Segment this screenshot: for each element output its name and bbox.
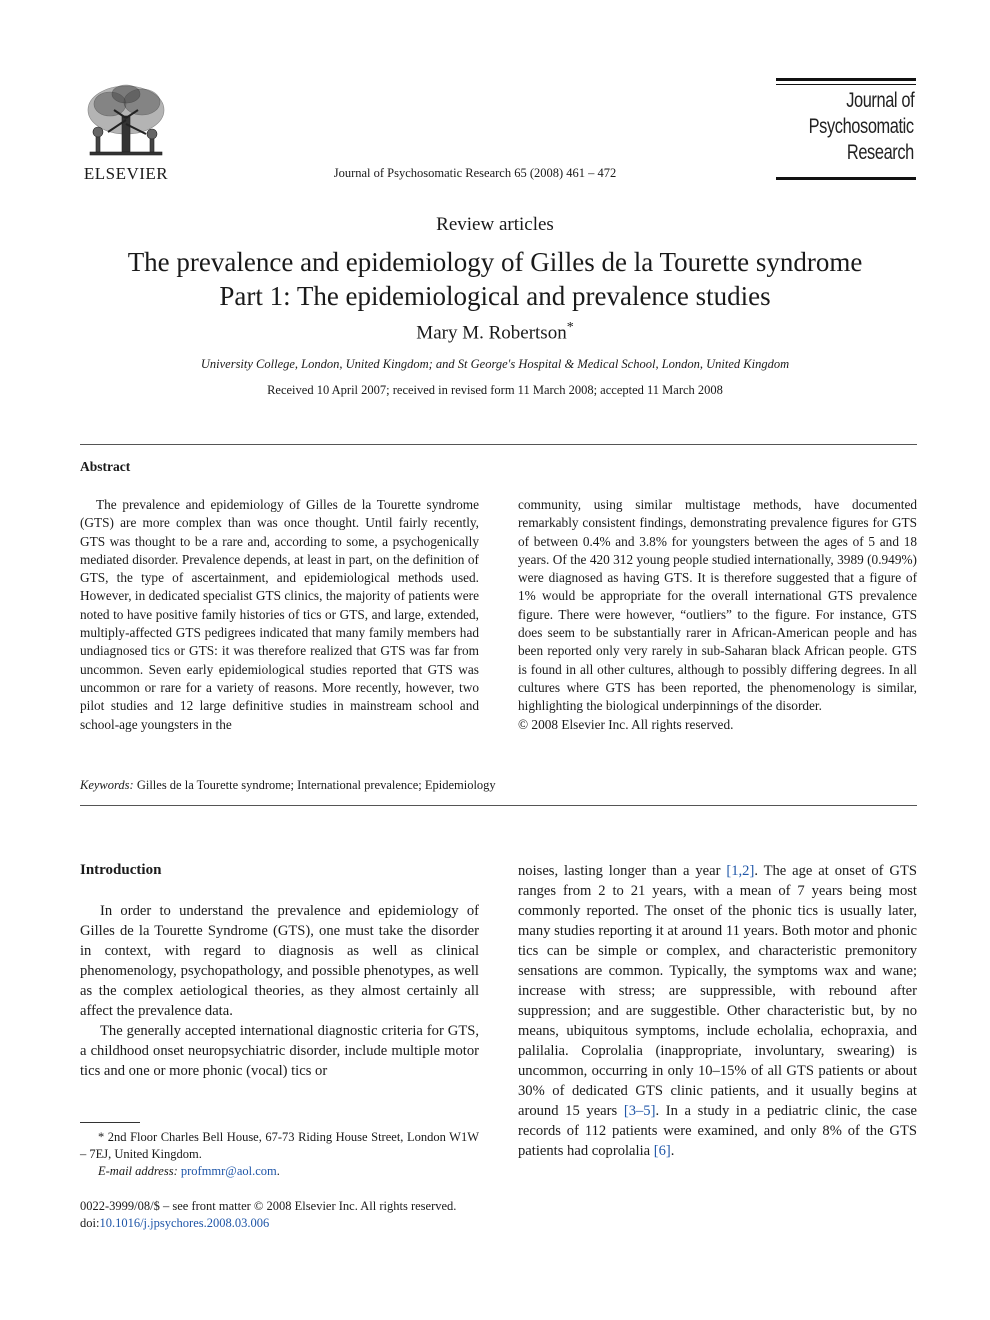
author-affiliation: University College, London, United Kingdom; and St George's Hospital & Medical School, London, United Kingdom bbox=[200, 357, 790, 371]
abstract-right-column bbox=[518, 496, 917, 734]
journal-logo-line-1: Journal of bbox=[845, 89, 914, 112]
divider-top bbox=[80, 444, 917, 445]
intro-text-d: . bbox=[670, 1143, 675, 1159]
doi-link[interactable]: 10.1016/j.jpsychores.2008.03.006 bbox=[99, 1216, 270, 1230]
article-title-line-1: The prevalence and epidemiology of Gilles de la Tourette syndrome bbox=[127, 247, 863, 277]
doi-label: doi: bbox=[80, 1216, 100, 1230]
footnote-address: * 2nd Floor Charles Bell House, 67-73 Riding House Street, London W1W – 7EJ, United Kingdom. bbox=[80, 1130, 479, 1161]
article-title-line-2: Part 1: The epidemiological and prevalence studies bbox=[219, 281, 771, 311]
journal-logo-line-2: Psychosomatic bbox=[808, 115, 914, 138]
author-footnote-mark: * bbox=[566, 320, 574, 335]
abstract-right-text: community, using similar multistage methods, have documented remarkably consistent findings, demonstrating prevalence figures for GTS of between 0.4% and 3.8% for youngsters between the ages of 5 and 18 years. Of the 420 312 young people studied internationally, 3989 (0.949%) were diagnosed as having GTS. It is therefore suggested that a figure of 1% would be appropriate for the overall international GTS prevalence figure. There were however, “outliers” to the figure. For instance, GTS does seem to be substantially rarer in African-American people and has been reported only very rarely in sub-Saharan black African people. GTS is found in all other cultures, although to possibly differing degrees. In all cultures where GTS has been reported, the phenomenology is similar, highlighting the biological underpinnings of the disorder. bbox=[518, 497, 917, 714]
journal-logo-line-3: Research bbox=[847, 141, 914, 164]
section-label: Review articles bbox=[436, 214, 554, 235]
body-right-column bbox=[518, 861, 917, 1161]
reference-link-3[interactable]: [6] bbox=[653, 1143, 671, 1159]
author-name bbox=[0, 320, 990, 344]
abstract-copyright: © 2008 Elsevier Inc. All rights reserved. bbox=[518, 716, 734, 732]
email-link[interactable]: profmmr@aol.com bbox=[180, 1164, 277, 1178]
body-left-column bbox=[80, 901, 479, 1081]
reference-link-2[interactable]: [3–5] bbox=[623, 1103, 656, 1119]
journal-citation: Journal of Psychosomatic Research 65 (2008) 461 – 472 bbox=[333, 166, 617, 180]
abstract-left-text: The prevalence and epidemiology of Gilles de la Tourette syndrome (GTS) are more complex than was once thought. Until fairly recently, GTS was thought to be a rare and, according to some, a psychogenically mediated disorder. Prevalence depends, at least in part, on the definition of GTS, the type of ascertainment, and epidemiological methods used. However, in dedicated specialist GTS clinics, the majority of patients were noted to have positive family histories of tics or GTS, and large, extended, multiply-affected GTS pedigrees indicated that many family members had undiagnosed tics or GTS: it was therefore realized that GTS was far from uncommon. Seven early epidemiological studies reported that GTS was uncommon or rare for a variety of reasons. More recently, however, two pilot studies and 12 large definitive studies in mainstream school and school-age youngsters in the bbox=[80, 497, 479, 732]
intro-paragraph-1: In order to understand the prevalence and epidemiology of Gilles de la Tourette Syndrome (GTS), one must take the disorder in context, with regard to diagnosis as well as clinical phenomenology, psychopathology, and possible phenotypes, as well as the complex aetiological theories, as they almost certainly all affect the prevalence data. bbox=[80, 903, 479, 1019]
keywords bbox=[80, 778, 917, 793]
received-dates: Received 10 April 2007; received in revised form 11 March 2008; accepted 11 March 2008 bbox=[267, 383, 723, 397]
abstract-heading: Abstract bbox=[80, 459, 131, 474]
intro-text-b: . The age at onset of GTS ranges from 2 to 21 years, with a mean of 7 years being most commonly reported. The onset of the phonic tics is usually later, many studies reporting it at around 11 years. Both motor and phonic tics can be simple or complex, and characteristic premonitory sensations are common. Typically, the symptoms wax and wane; increase with stress; are suppressible, with rebound after suppression; and are suggestible. Other characteristic but, by no means, ubiquitous symptoms, include echolalia, echopraxia, and palilalia. Coprolalia (inappropriate, involuntary, swearing) is uncommon, occurring in only 10–15% of all GTS patients or about 30% of dedicated GTS clinic patients, and it usually begins at around 15 years bbox=[518, 863, 917, 1119]
introduction-heading: Introduction bbox=[80, 862, 162, 878]
publisher-wordmark: ELSEVIER bbox=[83, 164, 169, 183]
intro-paragraph-2: The generally accepted international diagnostic criteria for GTS, a childhood onset neuropsychiatric disorder, include multiple motor tics and one or more phonic (vocal) tics or bbox=[80, 1023, 479, 1079]
intro-text-a: noises, lasting longer than a year bbox=[518, 863, 721, 879]
keywords-text: Gilles de la Tourette syndrome; International prevalence; Epidemiology bbox=[136, 778, 496, 792]
author-footnote bbox=[80, 1129, 479, 1180]
keywords-label: Keywords: bbox=[80, 778, 134, 792]
journal-logo bbox=[776, 78, 916, 180]
footnote-rule bbox=[80, 1122, 140, 1123]
abstract-left-column bbox=[80, 496, 479, 734]
intro-paragraph-continued bbox=[518, 861, 917, 1161]
reference-link-1[interactable]: [1,2] bbox=[726, 863, 755, 879]
email-end: . bbox=[276, 1164, 280, 1178]
issn-doi-block bbox=[80, 1198, 580, 1232]
divider-bottom bbox=[80, 805, 917, 806]
email-label: E-mail address: bbox=[98, 1164, 178, 1178]
author-name-text: Mary M. Robertson bbox=[416, 322, 567, 344]
intro-text-c: . In a study in a pediatric clinic, the case records of 112 patients were examined, and only 8% of the GTS patients had coprolalia bbox=[518, 1103, 917, 1159]
issn-line: 0022-3999/08/$ – see front matter © 2008 Elsevier Inc. All rights reserved. bbox=[80, 1199, 457, 1213]
